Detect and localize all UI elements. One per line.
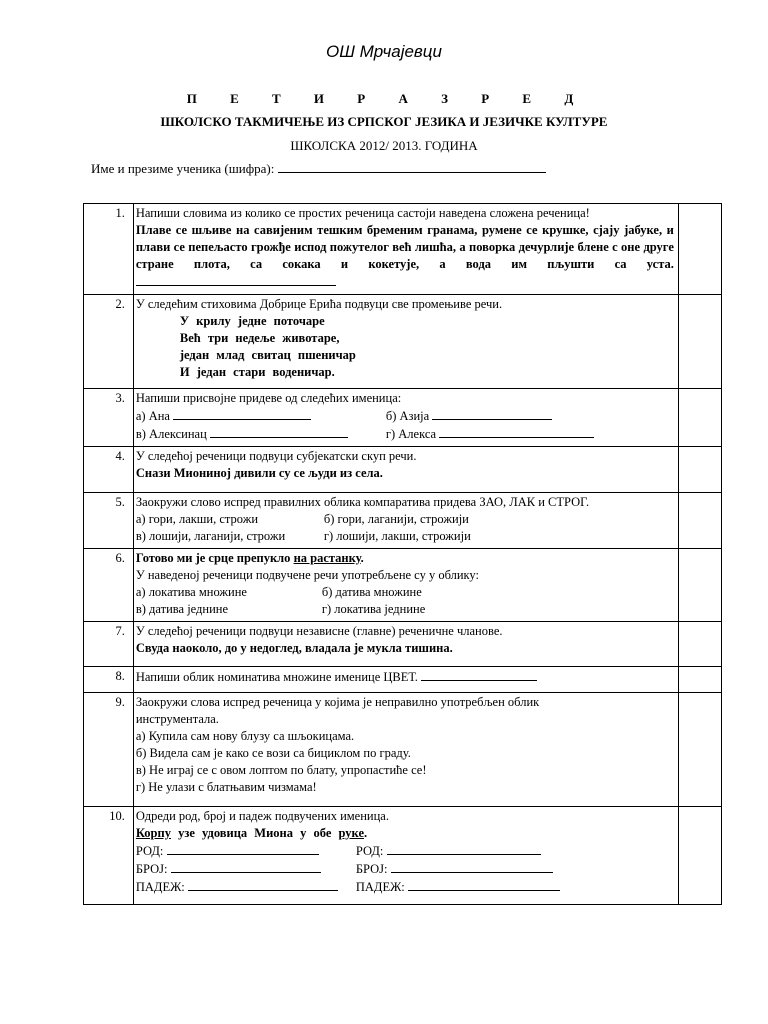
task-row-3	[84, 389, 722, 447]
option-c[interactable]: в) датива једнине	[135, 602, 229, 616]
score-cell[interactable]	[678, 549, 721, 622]
competition-title: ШКОЛСКО ТАКМИЧЕЊЕ ИЗ СРПСКОГ ЈЕЗИКА И ЈЕЗИЧКЕ КУЛТУРЕ	[160, 114, 608, 129]
task-row-5	[84, 493, 722, 549]
answer-row	[136, 842, 674, 860]
option-b[interactable]: б) датива множине	[321, 585, 422, 599]
answer-blank[interactable]	[136, 273, 336, 286]
answer-blank[interactable]	[188, 878, 338, 891]
task-instruction	[136, 668, 674, 686]
answer-blank[interactable]	[439, 425, 594, 438]
options-row	[136, 528, 674, 545]
case-answer-2	[356, 878, 560, 896]
verse-line: У крилу једне поточаре	[179, 314, 325, 328]
school-year: ШКОЛСКА 2012/ 2013. ГОДИНА	[290, 138, 478, 153]
options-row	[136, 425, 674, 443]
task-instruction: У следећој реченици подвуци субјекатски скуп речи.	[135, 449, 417, 463]
task-row-8	[84, 667, 722, 693]
school-name: ОШ Мрчајевци	[326, 42, 442, 61]
score-cell[interactable]	[678, 693, 721, 807]
score-cell[interactable]	[678, 204, 721, 295]
option-label: а) Ана	[135, 409, 170, 423]
task-sentence	[136, 550, 674, 567]
options-row	[136, 584, 674, 601]
answer-blank[interactable]	[210, 425, 348, 438]
verse-line: И један стари воденичар.	[179, 365, 335, 379]
task-content	[133, 549, 678, 622]
option-d[interactable]: г) лошији, лакши, строжији	[323, 529, 471, 543]
score-cell[interactable]	[678, 295, 721, 389]
case-answer-1	[136, 878, 356, 896]
task-content	[133, 693, 678, 807]
task-row-4	[84, 447, 722, 493]
task-table	[83, 203, 722, 905]
task-instruction: инструментала.	[135, 712, 219, 726]
student-name-row	[91, 160, 546, 177]
task-instruction: У наведеној реченици подвучене речи употребљене су у облику:	[135, 568, 479, 582]
score-cell[interactable]	[678, 389, 721, 447]
task-instruction: Заокружи слова испред реченица у којима је неправилно употребљен облик	[135, 695, 540, 709]
task-number: 8.	[84, 667, 134, 693]
task-row-7	[84, 622, 722, 667]
case-label: ПАДЕЖ:	[135, 880, 185, 894]
task-content	[133, 447, 678, 493]
task-number: 10.	[84, 807, 134, 905]
answer-blank[interactable]	[167, 842, 319, 855]
sentence-part: Готово ми је срце препукло	[135, 551, 294, 565]
task-instruction: Одреди род, број и падеж подвучених именица.	[135, 809, 389, 823]
answer-blank[interactable]	[432, 407, 552, 420]
option-a[interactable]: а) Купила сам нову блузу са шљокицама.	[135, 729, 355, 743]
option-c[interactable]: в) лошији, лаганији, строжи	[135, 529, 286, 543]
task-number: 2.	[84, 295, 134, 389]
option-b[interactable]: б) Видела сам је како се вози са бициклом по граду.	[135, 746, 411, 760]
answer-blank[interactable]	[387, 842, 541, 855]
task-content	[133, 493, 678, 549]
verse-line: Већ три недеље животаре,	[179, 331, 340, 345]
number-label: БРОЈ:	[135, 862, 168, 876]
student-name-label: Име и презиме ученика (шифра):	[91, 161, 275, 176]
option-d[interactable]: г) Не улази с блатњавим чизмама!	[135, 780, 317, 794]
option-b	[386, 407, 552, 425]
number-answer-2	[356, 860, 553, 878]
task-content	[133, 295, 678, 389]
number-answer-1	[136, 860, 356, 878]
task-sentence	[136, 222, 674, 291]
option-b[interactable]: б) гори, лаганији, строжији	[323, 512, 469, 526]
gender-label: РОД:	[135, 844, 164, 858]
option-label: б) Азија	[385, 409, 430, 423]
gender-label: РОД:	[355, 844, 384, 858]
option-a[interactable]: а) локатива множине	[135, 585, 247, 599]
score-cell[interactable]	[678, 493, 721, 549]
task-number: 7.	[84, 622, 134, 667]
task-instruction: Заокружи слово испред правилних облика компаратива придева ЗАО, ЛАК и СТРОГ.	[135, 495, 590, 509]
option-d[interactable]: г) локатива једнине	[321, 602, 426, 616]
task-content	[133, 622, 678, 667]
grade-title: П Е Т И Р А З Р Е Д	[186, 91, 582, 106]
underlined-noun: руке	[338, 826, 364, 840]
sentence-part: узе удовица Миона у обе	[170, 826, 339, 840]
answer-row	[136, 878, 674, 896]
task-instruction: Напиши присвојне придеве од следећих именица:	[135, 391, 402, 405]
answer-blank[interactable]	[391, 860, 553, 873]
task-sentence	[136, 825, 674, 842]
answer-blank[interactable]	[171, 860, 321, 873]
task-row-6	[84, 549, 722, 622]
answer-blank[interactable]	[173, 407, 311, 420]
options-row	[136, 407, 674, 425]
task-content	[133, 807, 678, 905]
task-number: 4.	[84, 447, 134, 493]
task-number: 1.	[84, 204, 134, 295]
score-cell[interactable]	[678, 667, 721, 693]
options-row	[136, 601, 674, 618]
underlined-noun: Корпу	[135, 826, 171, 840]
task-sentence: Свуда наоколо, до у недоглед, владала је мукла тишина.	[135, 641, 453, 655]
verse-line: један млад свитац пшеничар	[179, 348, 356, 362]
task-content	[133, 667, 678, 693]
option-a[interactable]: а) гори, лакши, строжи	[135, 512, 259, 526]
task-sentence-text: Плаве се шљиве на савијеним тешким бременим гранама, румене се крушке, сјају јабуке, и плави се пепељасто грожђе испод пожутелог већ лишћа, а поворка дечурлије блене с оне друге стране плота, са сокака и кокетује, а вода им пљушти са уста.	[135, 223, 674, 271]
answer-row	[136, 860, 674, 878]
score-cell[interactable]	[678, 447, 721, 493]
task-instruction: Напиши словима из колико се простих реченица састоји наведена сложена реченица!	[135, 206, 590, 220]
task-number: 9.	[84, 693, 134, 807]
gender-answer-1	[136, 842, 356, 860]
task-row-9	[84, 693, 722, 807]
task-instruction-text: Напиши облик номинатива множине именице ЦВЕТ.	[135, 670, 418, 684]
task-row-1	[84, 204, 722, 295]
underlined-words: на растанку	[293, 551, 361, 565]
option-label: г) Алекса	[385, 427, 437, 441]
task-instruction: У следећој реченици подвуци независне (главне) реченичне чланове.	[135, 624, 503, 638]
task-number: 3.	[84, 389, 134, 447]
score-cell[interactable]	[678, 807, 721, 905]
task-number: 6.	[84, 549, 134, 622]
option-a	[136, 407, 386, 425]
number-label: БРОЈ:	[355, 862, 388, 876]
task-content	[133, 204, 678, 295]
task-row-10	[84, 807, 722, 905]
case-label: ПАДЕЖ:	[355, 880, 405, 894]
option-c	[136, 425, 386, 443]
student-name-field[interactable]	[278, 160, 546, 173]
option-c[interactable]: в) Не играј се с овом лоптом по блату, упропастиће се!	[135, 763, 427, 777]
option-label: в) Алексинац	[135, 427, 207, 441]
answer-blank[interactable]	[421, 668, 537, 681]
task-sentence: Снази Миониној дивили су се људи из села.	[135, 466, 383, 480]
task-instruction: У следећим стиховима Добрице Ерића подвуци све промењиве речи.	[135, 297, 503, 311]
options-row	[136, 511, 674, 528]
gender-answer-2	[356, 842, 541, 860]
answer-blank[interactable]	[408, 878, 560, 891]
task-number: 5.	[84, 493, 134, 549]
task-content	[133, 389, 678, 447]
task-row-2	[84, 295, 722, 389]
sentence-part: .	[360, 551, 364, 565]
sentence-part: .	[364, 826, 368, 840]
option-d	[386, 425, 594, 443]
score-cell[interactable]	[678, 622, 721, 667]
